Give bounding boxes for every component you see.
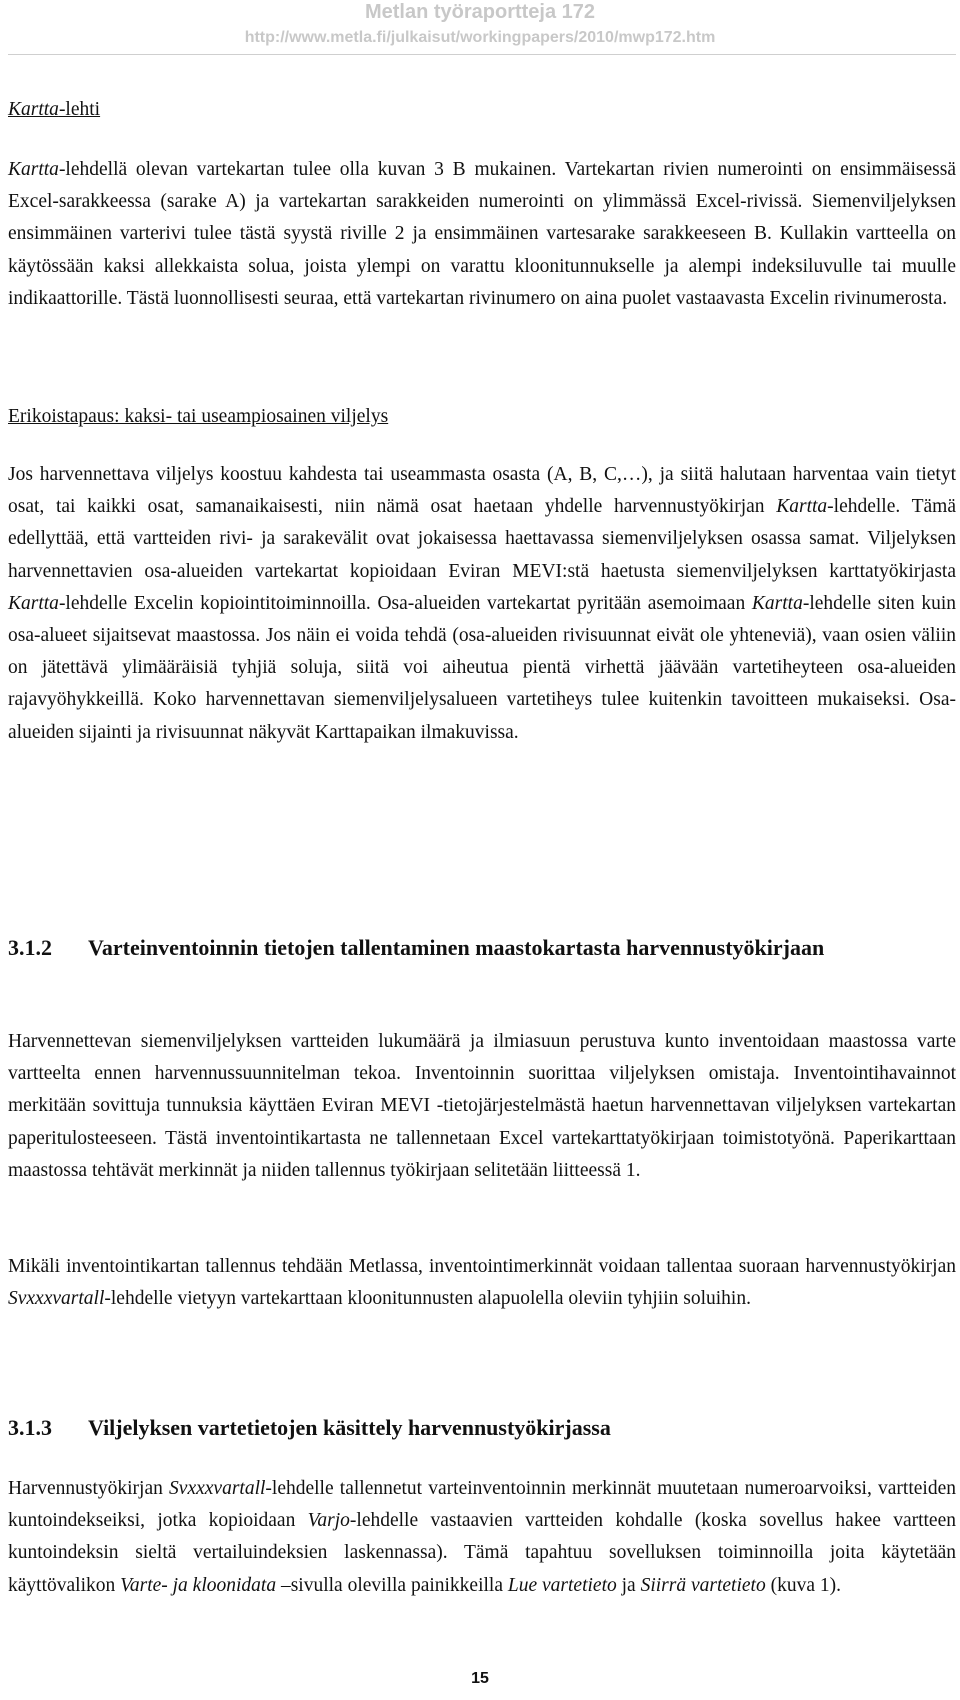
paragraph-erikoistapaus: Jos harvennettava viljelys koostuu kahdesta tai useammasta osasta (A, B, C,…), ja siitä halutaan harventaa vain tietyt osat, tai kaikki osat, samanaikaisesti, niin nämä osat haetaan yhdelle harvennustyökirjan Kartta-lehdelle. Tämä edellyttää, että vartteiden rivi- ja sarakevälit ovat jokaisessa haettavassa siemenviljelyksen osassa samat. Viljelyksen harvennettavien osa-alueiden vartekartat kopioidaan Eviran MEVI:stä haetusta siemenviljelyksen karttatyökirjasta Kartta-lehdelle Excelin kopiointitoiminnoilla. Osa-alueiden vartekartat pyritään asemoimaan Kartta-lehdelle siten kuin osa-alueet sijaitsevat maastossa. Jos näin ei voida tehdä (osa-alueiden rivisuunnat eivät ole yhteneviä), vaan osien väliin on jätettävä ylimääräisiä tyhjiä soluja, siitä voi aiheutua pientä virhettä jäävään vartetiheyteen osa-alueiden rajavyöhykkeillä. Koko harvennettavan siemenviljelysalueen vartetiheys tulee kuitenkin tavoitteen mukaiseksi. Osa-alueiden sijainti ja rivisuunnat näkyvät Karttapaikan ilmakuvissa. <box>8 464 956 743</box>
running-header-title: Metlan työraportteja 172 <box>364 1 596 23</box>
paragraph-3-1-2-first: Harvennettevan siemenviljelyksen vartteiden lukumäärä ja ilmiasuun perustuva kunto inventoidaan maastossa varte vartteelta ennen harvennussuunnitelman tekoa. Inventoinnin suorittaa viljelyksen omistaja. Inventointihavainnot merkitään sovittuja tunnuksia käyttäen Eviran MEVI -tietojärjestelmästä haetun harvennettavan viljelyksen vartekartan paperitulosteeseen. Tästä inventointikartasta ne tallennetaan Excel vartekarttatyökirjaan toimistotyönä. Paperikarttaan maastossa tehtävät merkinnät ja niiden tallennus työkirjaan selitetään liitteessä 1. <box>8 1031 956 1181</box>
paragraph-3-1-2-second: Mikäli inventointikartan tallennus tehdään Metlassa, inventointimerkinnät voidaan tallentaa suoraan harvennustyökirjan Svxxxvartall-lehdelle vietyyn vartekarttaan kloonitunnusten alapuolella oleviin tyhjiin soluihin. <box>8 1256 956 1310</box>
page-number: 15 <box>471 1670 489 1687</box>
paragraph-kartta-lehti: Kartta-lehdellä olevan vartekartan tulee olla kuvan 3 B mukainen. Vartekartan rivien numerointi on ensimmäisessä Excel-sarakkeessa (sarake A) ja vartekartan sarakkeiden numerointi on ylimmässä Excel-rivissä. Siemenviljelyksen ensimmäinen varterivi tulee tästä syystä riville 2 ja ensimmäinen vartesarake sarakkeeseen B. Kullakin vartteella on käytössään kaksi allekkaista solua, joista ylempi on varattu kloonitunnukselle ja alempi indeksiluvulle tai muulle indikaattorille. Tästä luonnollisesti seuraa, että vartekartan rivinumero on aina puolet vastaavasta Excelin rivinumerosta. <box>8 159 956 309</box>
section-heading-3-1-2 <box>8 933 956 963</box>
section-heading-3-1-3 <box>8 1413 956 1443</box>
header-divider <box>8 54 956 55</box>
subheading-erikoistapaus: Erikoistapaus: kaksi- tai useampiosainen viljelys <box>8 406 389 427</box>
section-title: Viljelyksen vartetietojen käsittely harvennustyökirjassa <box>88 1415 611 1440</box>
section-number: 3.1.3 <box>8 1415 52 1440</box>
section-number: 3.1.2 <box>8 935 52 960</box>
paragraph-3-1-3: Harvennustyökirjan Svxxxvartall-lehdelle tallennetut varteinventoinnin merkinnät muutetaan numeroarvoiksi, vartteiden kuntoindekseiksi, jotka kopioidaan Varjo-lehdelle vastaavien vartteiden kohdalle (koska sovellus hakee vartteen kuntoindeksin sieltä vertailuindeksien laskennassa). Tämä tapahtuu sovelluksen toiminnoilla joita käytetään käyttövalikon Varte- ja kloonidata –sivulla olevilla painikkeilla Lue vartetieto ja Siirrä vartetieto (kuva 1). <box>8 1478 956 1596</box>
running-header-url[interactable]: http://www.metla.fi/julkaisut/workingpapers/2010/mwp172.htm <box>244 29 716 46</box>
section-title: Varteinventoinnin tietojen tallentaminen maastokartasta harvennustyökirjaan <box>88 935 825 960</box>
subheading-kartta-lehti: Kartta-lehti <box>8 99 101 120</box>
